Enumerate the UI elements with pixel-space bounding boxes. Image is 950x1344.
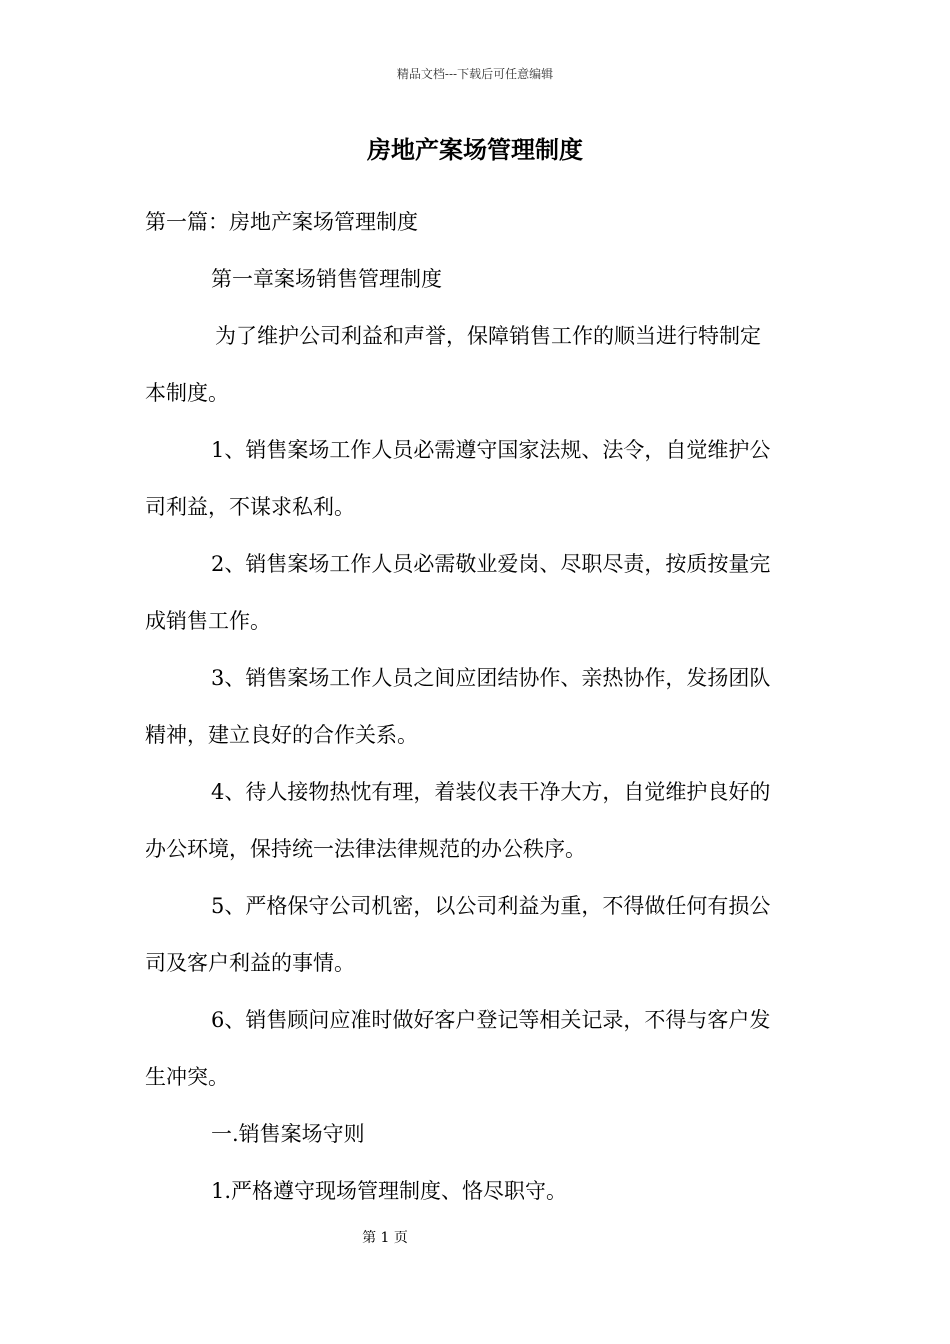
- rule-3-line-2: 精神，建立良好的合作关系。: [145, 723, 418, 747]
- rule-6-line-2: 生冲突。: [145, 1065, 229, 1089]
- document-body: [145, 203, 807, 1229]
- rule-2-line-1: 2、销售案场工作人员必需敬业爱岗、尽职尽责，按质按量完: [211, 552, 771, 576]
- rule-4-line-2: 办公环境，保持统一法律法律规范的办公秩序。: [145, 837, 586, 861]
- rule-2-line-2: 成销售工作。: [145, 609, 271, 633]
- page-number: 第 1 页: [362, 1230, 408, 1246]
- section-heading: 一.销售案场守则: [211, 1122, 365, 1146]
- rule-1-line-2: 司利益，不谋求私利。: [145, 495, 355, 519]
- rule-4-line-1: 4、待人接物热忱有理，着装仪表干净大方，自觉维护良好的: [211, 780, 771, 804]
- page-header-note: 精品文档---下载后可任意编辑: [396, 67, 554, 81]
- intro-paragraph-line-2: 本制度。: [145, 381, 229, 405]
- rule-1-line-1: 1、销售案场工作人员必需遵守国家法规、法令，自觉维护公: [211, 438, 771, 462]
- section-item-1: 1.严格遵守现场管理制度、恪尽职守。: [211, 1179, 568, 1203]
- part-heading: 第一篇：房地产案场管理制度: [145, 210, 418, 234]
- intro-paragraph-line-1: 为了维护公司利益和声誉，保障销售工作的顺当进行特制定: [215, 324, 761, 348]
- rule-3-line-1: 3、销售案场工作人员之间应团结协作、亲热协作，发扬团队: [211, 666, 771, 690]
- rule-6-line-1: 6、销售顾问应准时做好客户登记等相关记录，不得与客户发: [211, 1008, 771, 1032]
- document-title: 房地产案场管理制度: [367, 135, 583, 164]
- rule-5-line-1: 5、严格保守公司机密，以公司利益为重，不得做任何有损公: [211, 894, 771, 918]
- chapter-heading: 第一章案场销售管理制度: [211, 267, 442, 291]
- rule-5-line-2: 司及客户利益的事情。: [145, 951, 355, 975]
